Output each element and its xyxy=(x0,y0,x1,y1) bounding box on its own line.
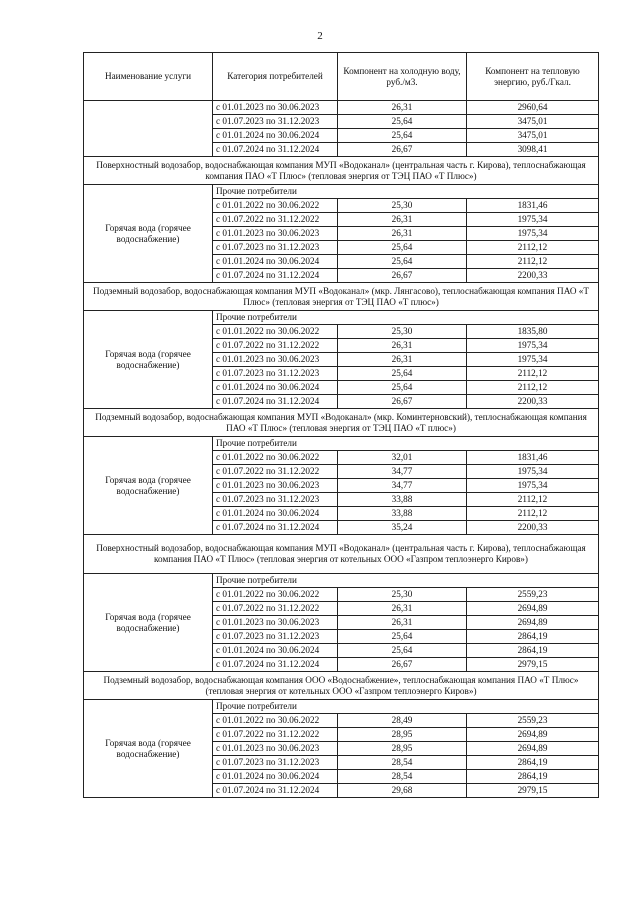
period-cell: с 01.01.2024 по 30.06.2024 xyxy=(213,507,338,521)
category-row xyxy=(84,311,599,325)
heat-energy-value: 2200,33 xyxy=(467,521,599,535)
period-cell: с 01.07.2024 по 31.12.2024 xyxy=(213,658,338,672)
period-cell: с 01.01.2024 по 30.06.2024 xyxy=(213,644,338,658)
service-cell xyxy=(84,101,213,157)
heat-energy-value: 2979,15 xyxy=(467,784,599,798)
period-cell: с 01.07.2023 по 31.12.2023 xyxy=(213,241,338,255)
heat-energy-value: 2559,23 xyxy=(467,714,599,728)
heat-energy-value: 2864,19 xyxy=(467,630,599,644)
period-cell: с 01.01.2024 по 30.06.2024 xyxy=(213,255,338,269)
cold-water-value: 26,67 xyxy=(338,269,467,283)
period-cell: с 01.01.2024 по 30.06.2024 xyxy=(213,381,338,395)
heat-energy-value: 2694,89 xyxy=(467,742,599,756)
cold-water-value: 28,49 xyxy=(338,714,467,728)
cold-water-value: 28,95 xyxy=(338,728,467,742)
service-name: Горячая вода (горячее водоснабжение) xyxy=(84,700,213,798)
heat-energy-value: 2112,12 xyxy=(467,381,599,395)
section-title-row xyxy=(84,409,599,437)
period-cell: с 01.07.2022 по 31.12.2022 xyxy=(213,339,338,353)
service-name: Горячая вода (горячее водоснабжение) xyxy=(84,185,213,283)
heat-energy-value: 1975,34 xyxy=(467,465,599,479)
cold-water-value: 25,64 xyxy=(338,129,467,143)
cold-water-value: 25,30 xyxy=(338,199,467,213)
consumer-category: Прочие потребители xyxy=(213,574,599,588)
cold-water-value: 33,88 xyxy=(338,493,467,507)
heat-energy-value: 3475,01 xyxy=(467,115,599,129)
cold-water-value: 26,31 xyxy=(338,227,467,241)
period-cell: с 01.01.2022 по 30.06.2022 xyxy=(213,714,338,728)
category-row xyxy=(84,574,599,588)
period-cell: с 01.07.2023 по 31.12.2023 xyxy=(213,756,338,770)
cold-water-value: 26,31 xyxy=(338,353,467,367)
header-cold: Компонент на холодную воду, руб./м3. xyxy=(338,53,467,101)
page-number: 2 xyxy=(317,30,323,42)
heat-energy-value: 1975,34 xyxy=(467,479,599,493)
heat-energy-value: 1975,34 xyxy=(467,353,599,367)
cold-water-value: 32,01 xyxy=(338,451,467,465)
section-title: Поверхностный водозабор, водоснабжающая компания МУП «Водоканал» (центральная часть г. Кирова), теплоснабжающая компания ПАО «Т Плюс» (тепловая энергия от котельных ООО «Газпром теплоэнерго Киров») xyxy=(84,535,599,574)
cold-water-value: 28,95 xyxy=(338,742,467,756)
period-cell: с 01.07.2024 по 31.12.2024 xyxy=(213,143,338,157)
heat-energy-value: 3475,01 xyxy=(467,129,599,143)
section-title-row xyxy=(84,535,599,574)
period-cell: с 01.07.2023 по 31.12.2023 xyxy=(213,630,338,644)
service-name: Горячая вода (горячее водоснабжение) xyxy=(84,437,213,535)
cold-water-value: 25,64 xyxy=(338,255,467,269)
cold-water-value: 26,31 xyxy=(338,602,467,616)
heat-energy-value: 2559,23 xyxy=(467,588,599,602)
consumer-category: Прочие потребители xyxy=(213,311,599,325)
period-cell: с 01.01.2022 по 30.06.2022 xyxy=(213,588,338,602)
period-cell: с 01.07.2024 по 31.12.2024 xyxy=(213,521,338,535)
category-row xyxy=(84,185,599,199)
period-cell: с 01.01.2023 по 30.06.2023 xyxy=(213,479,338,493)
section-title-row xyxy=(84,672,599,700)
heat-energy-value: 3098,41 xyxy=(467,143,599,157)
heat-energy-value: 1975,34 xyxy=(467,339,599,353)
section-title: Подземный водозабор, водоснабжающая компания ООО «Водоснабжение», теплоснабжающая компания ПАО «Т Плюс» (тепловая энергия от котельных ООО «Газпром теплоэнерго Киров») xyxy=(84,672,599,700)
header-heat: Компонент на тепловую энергию, руб./Гкал. xyxy=(467,53,599,101)
period-cell: с 01.07.2022 по 31.12.2022 xyxy=(213,728,338,742)
period-cell: с 01.07.2024 по 31.12.2024 xyxy=(213,784,338,798)
cold-water-value: 34,77 xyxy=(338,479,467,493)
period-cell: с 01.01.2022 по 30.06.2022 xyxy=(213,199,338,213)
service-name: Горячая вода (горячее водоснабжение) xyxy=(84,574,213,672)
cold-water-value: 28,54 xyxy=(338,756,467,770)
heat-energy-value: 2694,89 xyxy=(467,728,599,742)
category-row xyxy=(84,700,599,714)
heat-energy-value: 2112,12 xyxy=(467,241,599,255)
heat-energy-value: 1835,80 xyxy=(467,325,599,339)
heat-energy-value: 2694,89 xyxy=(467,616,599,630)
cold-water-value: 29,68 xyxy=(338,784,467,798)
period-cell: с 01.07.2023 по 31.12.2023 xyxy=(213,115,338,129)
table-body xyxy=(84,101,599,798)
period-cell: с 01.01.2024 по 30.06.2024 xyxy=(213,129,338,143)
cold-water-value: 26,67 xyxy=(338,143,467,157)
service-name: Горячая вода (горячее водоснабжение) xyxy=(84,311,213,409)
period-cell: с 01.01.2022 по 30.06.2022 xyxy=(213,325,338,339)
cold-water-value: 25,64 xyxy=(338,630,467,644)
cold-water-value: 25,64 xyxy=(338,115,467,129)
heat-energy-value: 1831,46 xyxy=(467,451,599,465)
cold-water-value: 26,31 xyxy=(338,101,467,115)
heat-energy-value: 1975,34 xyxy=(467,213,599,227)
header-category: Категория потребителей xyxy=(213,53,338,101)
category-row xyxy=(84,437,599,451)
cold-water-value: 25,30 xyxy=(338,588,467,602)
consumer-category: Прочие потребители xyxy=(213,437,599,451)
period-cell: с 01.07.2023 по 31.12.2023 xyxy=(213,493,338,507)
heat-energy-value: 1831,46 xyxy=(467,199,599,213)
cold-water-value: 25,64 xyxy=(338,241,467,255)
period-cell: с 01.07.2023 по 31.12.2023 xyxy=(213,367,338,381)
consumer-category: Прочие потребители xyxy=(213,700,599,714)
heat-energy-value: 2200,33 xyxy=(467,395,599,409)
heat-energy-value: 2864,19 xyxy=(467,756,599,770)
cold-water-value: 26,67 xyxy=(338,658,467,672)
cold-water-value: 25,64 xyxy=(338,381,467,395)
table-row xyxy=(84,101,599,115)
heat-energy-value: 2112,12 xyxy=(467,367,599,381)
tariff-table xyxy=(83,52,599,798)
cold-water-value: 26,31 xyxy=(338,339,467,353)
cold-water-value: 26,31 xyxy=(338,616,467,630)
cold-water-value: 35,24 xyxy=(338,521,467,535)
cold-water-value: 25,64 xyxy=(338,367,467,381)
period-cell: с 01.07.2022 по 31.12.2022 xyxy=(213,602,338,616)
section-title: Поверхностный водозабор, водоснабжающая компания МУП «Водоканал» (центральная часть г. Кирова), теплоснабжающая компания ПАО «Т Плюс» (тепловая энергия от ТЭЦ ПАО «Т Плюс») xyxy=(84,157,599,185)
cold-water-value: 28,54 xyxy=(338,770,467,784)
heat-energy-value: 2864,19 xyxy=(467,770,599,784)
period-cell: с 01.07.2022 по 31.12.2022 xyxy=(213,465,338,479)
heat-energy-value: 2200,33 xyxy=(467,269,599,283)
section-title-row xyxy=(84,157,599,185)
cold-water-value: 25,64 xyxy=(338,644,467,658)
heat-energy-value: 2979,15 xyxy=(467,658,599,672)
period-cell: с 01.07.2024 по 31.12.2024 xyxy=(213,269,338,283)
heat-energy-value: 2112,12 xyxy=(467,507,599,521)
heat-energy-value: 2960,64 xyxy=(467,101,599,115)
heat-energy-value: 2694,89 xyxy=(467,602,599,616)
period-cell: с 01.01.2023 по 30.06.2023 xyxy=(213,227,338,241)
heat-energy-value: 1975,34 xyxy=(467,227,599,241)
section-title: Подземный водозабор, водоснабжающая компания МУП «Водоканал» (мкр. Коминтерновский), теплоснабжающая компания ПАО «Т Плюс» (тепловая энергия от ТЭЦ ПАО «Т плюс») xyxy=(84,409,599,437)
cold-water-value: 34,77 xyxy=(338,465,467,479)
cold-water-value: 26,67 xyxy=(338,395,467,409)
header-service: Наименование услуги xyxy=(84,53,213,101)
heat-energy-value: 2864,19 xyxy=(467,644,599,658)
cold-water-value: 25,30 xyxy=(338,325,467,339)
header-row xyxy=(84,53,599,101)
heat-energy-value: 2112,12 xyxy=(467,493,599,507)
heat-energy-value: 2112,12 xyxy=(467,255,599,269)
period-cell: с 01.01.2022 по 30.06.2022 xyxy=(213,451,338,465)
period-cell: с 01.01.2023 по 30.06.2023 xyxy=(213,101,338,115)
period-cell: с 01.01.2023 по 30.06.2023 xyxy=(213,742,338,756)
period-cell: с 01.01.2023 по 30.06.2023 xyxy=(213,616,338,630)
period-cell: с 01.01.2023 по 30.06.2023 xyxy=(213,353,338,367)
cold-water-value: 26,31 xyxy=(338,213,467,227)
period-cell: с 01.07.2022 по 31.12.2022 xyxy=(213,213,338,227)
section-title: Подземный водозабор, водоснабжающая компания МУП «Водоканал» (мкр. Лянгасово), теплоснабжающая компания ПАО «Т Плюс» (тепловая энергия от ТЭЦ ПАО «Т плюс») xyxy=(84,283,599,311)
cold-water-value: 33,88 xyxy=(338,507,467,521)
section-title-row xyxy=(84,283,599,311)
consumer-category: Прочие потребители xyxy=(213,185,599,199)
period-cell: с 01.01.2024 по 30.06.2024 xyxy=(213,770,338,784)
period-cell: с 01.07.2024 по 31.12.2024 xyxy=(213,395,338,409)
